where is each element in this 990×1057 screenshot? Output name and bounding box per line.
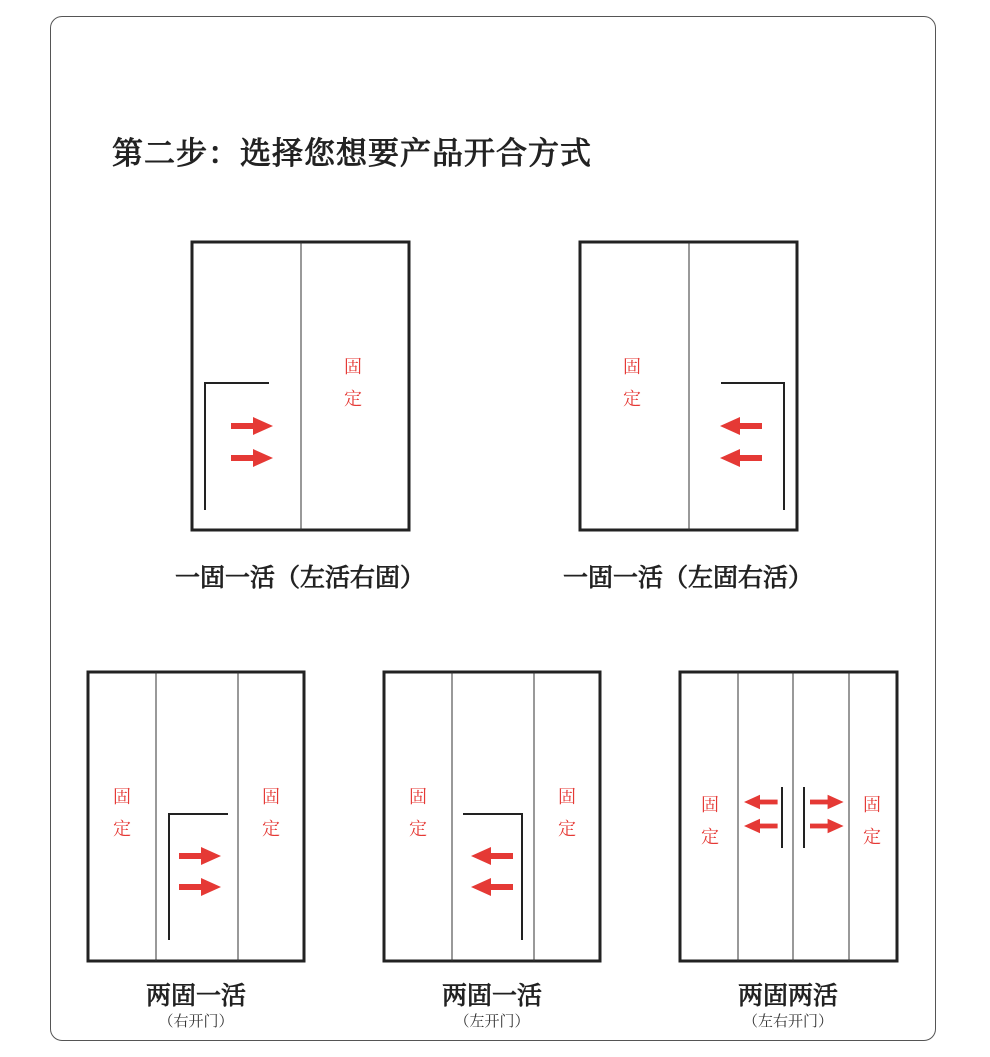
arrow-left-icon [720, 449, 762, 467]
arrow-right-icon [231, 449, 273, 467]
option-2-caption: 一固一活（左固右活） [562, 563, 813, 592]
arrow-left-icon [720, 417, 762, 435]
door-diagram-1 [192, 242, 409, 530]
arrow-right-icon [231, 417, 273, 435]
fixed-label-top: 固 [623, 357, 641, 378]
arrow-right-icon [179, 847, 221, 865]
fixed-label-top: 固 [344, 357, 362, 378]
fixed-label-bottom: 定 [113, 819, 131, 840]
door-diagram-5 [680, 672, 897, 961]
page-title: 第二步：选择您想要产品开合方式 [112, 136, 592, 172]
arrow-right-icon [179, 878, 221, 896]
fixed-label-top: 固 [409, 787, 427, 808]
fixed-label-bottom: 定 [623, 389, 641, 410]
fixed-label-top: 固 [558, 787, 576, 808]
arrow-right-icon [810, 819, 844, 833]
fixed-label-bottom: 定 [262, 819, 280, 840]
fixed-label-top: 固 [701, 795, 719, 816]
fixed-label-bottom: 定 [409, 819, 427, 840]
door-diagram-4 [384, 672, 600, 961]
fixed-label-top: 固 [113, 787, 131, 808]
arrow-left-icon [471, 878, 513, 896]
option-4-caption: 两固一活 [441, 981, 542, 1010]
arrow-right-icon [810, 795, 844, 809]
option-4-subcaption: （左开门） [454, 1012, 530, 1030]
option-5-subcaption: （左右开门） [742, 1012, 833, 1030]
door-diagram-2 [580, 242, 797, 530]
option-1-caption: 一固一活（左活右固） [174, 563, 425, 592]
door-diagram-3 [88, 672, 304, 961]
fixed-label-bottom: 定 [701, 827, 719, 848]
option-3-subcaption: （右开门） [158, 1012, 234, 1030]
fixed-label-bottom: 定 [344, 389, 362, 410]
option-5-caption: 两固两活 [737, 981, 838, 1010]
arrow-left-icon [744, 795, 778, 809]
arrow-left-icon [744, 819, 778, 833]
fixed-label-top: 固 [863, 795, 881, 816]
fixed-label-top: 固 [262, 787, 280, 808]
option-3-caption: 两固一活 [145, 981, 246, 1010]
fixed-label-bottom: 定 [863, 827, 881, 848]
fixed-label-bottom: 定 [558, 819, 576, 840]
arrow-left-icon [471, 847, 513, 865]
